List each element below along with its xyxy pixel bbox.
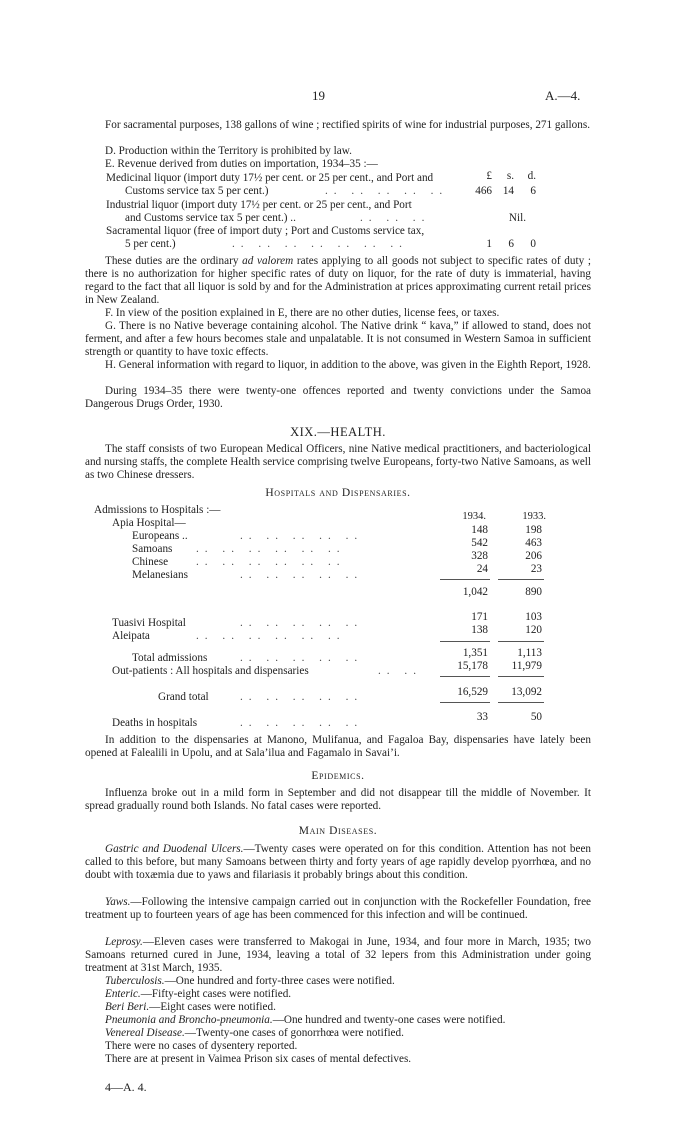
- table-row-label: Deaths in hospitals: [112, 717, 198, 729]
- aleipata-1934: 138: [471, 624, 488, 636]
- melanesians-1934: 24: [476, 563, 488, 575]
- leader-dots: .. .. .. .. ..: [240, 652, 364, 664]
- table-row-label: Grand total: [158, 691, 209, 703]
- item-g: G. There is no Native beverage containing alcohol. The Native drink “ kava,” if allowed to stand, does not ferment, and after a few hours becomes stale and unpalatable. It is not consumed in Western Samoa in sufficient strength or quantity to have toxic effects.: [85, 320, 591, 358]
- admissions-label: Admissions to Hospitals :—: [94, 504, 221, 516]
- leader-dots: .. .. .. .. .. .. ..: [232, 238, 408, 250]
- samoans-1934: 542: [471, 537, 488, 549]
- leader-dots: .. .. .. .. .. ..: [196, 556, 346, 568]
- grand-total-1933: 13,092: [511, 686, 542, 698]
- medicinal-pence: 6: [530, 185, 536, 197]
- sacramental-pounds: 1: [486, 238, 492, 250]
- dysentery-line: There were no cases of dysentery reported.: [105, 1040, 298, 1052]
- footer-signature: 4—A. 4.: [105, 1080, 147, 1094]
- leader-dots: .. .. .. .. ..: [240, 717, 364, 729]
- sum-rule: [498, 641, 544, 642]
- drugs-paragraph: During 1934–35 there were twenty-one offences reported and twenty convictions under the Samoa Dangerous Drugs Order, 1930.: [85, 385, 591, 410]
- main-diseases-heading: Main Diseases.: [298, 825, 378, 837]
- year-1933-header: 1933.: [522, 511, 546, 522]
- health-heading: XIX.—HEALTH.: [290, 425, 386, 439]
- tuasivi-1934: 171: [471, 611, 488, 623]
- hospitals-heading: Hospitals and Dispensaries.: [265, 487, 411, 499]
- sum-rule: [440, 702, 490, 703]
- document-reference: A.—4.: [545, 88, 581, 103]
- dispensaries-paragraph: In addition to the dispensaries at Manono, Mulifanua, and Fagaloa Bay, dispensaries have lately been opened at Falealili in Upolu, and at Sala’ilua and Fagamalo in Savai’i.: [85, 734, 591, 759]
- leprosy-paragraph: Leprosy.—Eleven cases were transferred to Makogai in June, 1934, and four more in March, 1935; two Samoans returned cured in June, 1934, leaving a total of 32 lepers from this Administration under going treatment at 31st March, 1935.: [85, 936, 591, 974]
- pounds-header: £: [486, 170, 492, 182]
- grand-total-1934: 16,529: [457, 686, 488, 698]
- pence-header: d.: [527, 170, 536, 182]
- item-h: H. General information with regard to liquor, in addition to the above, was given in the Eighth Report, 1928.: [105, 359, 591, 371]
- apia-total-1933: 890: [525, 586, 542, 598]
- enteric-line: Enteric.—Fifty-eight cases were notified.: [105, 988, 292, 1000]
- table-row-label: Total admissions: [132, 652, 208, 664]
- europeans-1933: 198: [525, 524, 542, 536]
- leader-dots: .. ..: [378, 665, 422, 677]
- influenza-paragraph: Influenza broke out in a mild form in September and did not disappear till the middle of November. It spread gradually round both Islands. No fatal cases were reported.: [85, 787, 591, 812]
- tuberculosis-line: Tuberculosis.—One hundred and forty-three cases were notified.: [105, 975, 395, 987]
- table-row-label: Samoans: [132, 543, 173, 555]
- melanesians-1933: 23: [530, 563, 542, 575]
- outpatients-1933: 11,979: [511, 660, 542, 672]
- leader-dots: .. .. .. .. .. ..: [196, 630, 346, 642]
- deaths-1933: 50: [530, 711, 542, 723]
- samoans-1933: 463: [525, 537, 542, 549]
- revenue-row-sacramental-line2: 5 per cent.): [125, 238, 176, 250]
- gastric-paragraph: Gastric and Duodenal Ulcers.—Twenty cases were operated on for this condition. Attention has not been called to this before, but many Samoans between thirty and forty years of age rapidly develop pyorrhœa, and no doubt with toxæmia due to yaws and filariasis it probably brings about this condition.: [85, 843, 592, 881]
- leader-dots: .. .. .. .. ..: [240, 691, 364, 703]
- table-row-label: Europeans ..: [132, 530, 188, 542]
- chinese-1934: 328: [471, 550, 488, 562]
- leader-dots: .. .. ..: [360, 212, 431, 224]
- total-admissions-1933: 1,113: [517, 647, 542, 659]
- europeans-1934: 148: [471, 524, 488, 536]
- item-e: E. Revenue derived from duties on importation, 1934–35 :—: [105, 158, 378, 170]
- table-row-label: Chinese: [132, 556, 169, 568]
- table-row-label: Tuasivi Hospital: [112, 617, 186, 629]
- staff-paragraph: The staff consists of two European Medical Officers, nine Native medical practitioners, and bacteriological and nursing staffs, the complete Health service comprising twelve Europeans, forty-two Native Samoans, as well as two Chinese dressers.: [85, 443, 591, 481]
- year-1934-header: 1934.: [462, 511, 486, 522]
- medicinal-pounds: 466: [475, 185, 492, 197]
- revenue-row-industrial-line1: Industrial liquor (import duty 17½ per cent. or 25 per cent., and Port: [106, 199, 412, 211]
- sum-rule: [498, 702, 544, 703]
- aleipata-1933: 120: [525, 624, 542, 636]
- pneumonia-line: Pneumonia and Broncho-pneumonia.—One hundred and twenty-one cases were notified.: [105, 1014, 506, 1026]
- leader-dots: .. .. .. .. ..: [240, 617, 364, 629]
- outpatients-1934: 15,178: [457, 660, 488, 672]
- sacramental-paragraph: For sacramental purposes, 138 gallons of wine ; rectified spirits of wine for industrial purposes, 271 gallons.: [105, 119, 591, 131]
- apia-hospital-label: Apia Hospital—: [112, 517, 186, 529]
- revenue-row-medicinal-line2: Customs service tax 5 per cent.): [125, 185, 269, 197]
- sacramental-pence: 0: [530, 238, 536, 250]
- total-admissions-1934: 1,351: [462, 647, 488, 659]
- table-row-label: Aleipata: [112, 630, 150, 642]
- venereal-disease-line: Venereal Disease.—Twenty-one cases of gonorrhœa were notified.: [105, 1027, 404, 1039]
- table-row-label: Melanesians: [132, 569, 188, 581]
- epidemics-heading: Epidemics.: [311, 770, 365, 782]
- item-f: F. In view of the position explained in E, there are no other duties, license fees, or taxes.: [105, 307, 500, 319]
- shillings-header: s.: [506, 170, 514, 182]
- sum-rule: [440, 641, 490, 642]
- mental-defectives-line: There are at present in Vaimea Prison six cases of mental defectives.: [105, 1053, 412, 1065]
- industrial-nil: Nil.: [508, 212, 526, 224]
- revenue-row-sacramental-line1: Sacramental liquor (free of import duty ; Port and Customs service tax,: [106, 225, 425, 237]
- leader-dots: .. .. .. .. ..: [325, 185, 449, 197]
- chinese-1933: 206: [525, 550, 542, 562]
- sum-rule: [498, 676, 544, 677]
- table-row-label: Out-patients : All hospitals and dispensaries: [112, 665, 309, 677]
- sum-rule: [440, 579, 490, 580]
- yaws-paragraph: Yaws.—Following the intensive campaign carried out in conjunction with the Rockefeller Foundation, free treatment up to fourteen years of age has been commenced for this infection and will be continued.: [85, 896, 591, 921]
- beri-beri-line: Beri Beri.—Eight cases were notified.: [105, 1001, 276, 1013]
- leader-dots: .. .. .. .. ..: [240, 569, 364, 581]
- leader-dots: .. .. .. .. ..: [240, 530, 364, 542]
- page-number: 19: [312, 88, 325, 103]
- sum-rule: [498, 579, 544, 580]
- apia-total-1934: 1,042: [462, 586, 488, 598]
- revenue-row-medicinal-line1: Medicinal liquor (import duty 17½ per cent. or 25 per cent., and Port and: [106, 172, 434, 184]
- sum-rule: [440, 676, 490, 677]
- leader-dots: .. .. .. .. .. ..: [196, 543, 346, 555]
- revenue-row-industrial-line2: and Customs service tax 5 per cent.) ..: [125, 212, 296, 224]
- sacramental-shillings: 6: [508, 238, 514, 250]
- deaths-1934: 33: [476, 711, 488, 723]
- medicinal-shillings: 14: [502, 185, 514, 197]
- duties-paragraph: These duties are the ordinary ad valorem rates applying to all goods not subject to specific rates of duty ; there is no authorization for higher specific rates of duty on liquor, for the rate of duty is immaterial, having regard to the fact that all liquor is sold by and for the Administration at prices approximating current retail prices in New Zealand.: [85, 255, 591, 306]
- item-d: D. Production within the Territory is prohibited by law.: [105, 145, 352, 157]
- tuasivi-1933: 103: [525, 611, 542, 623]
